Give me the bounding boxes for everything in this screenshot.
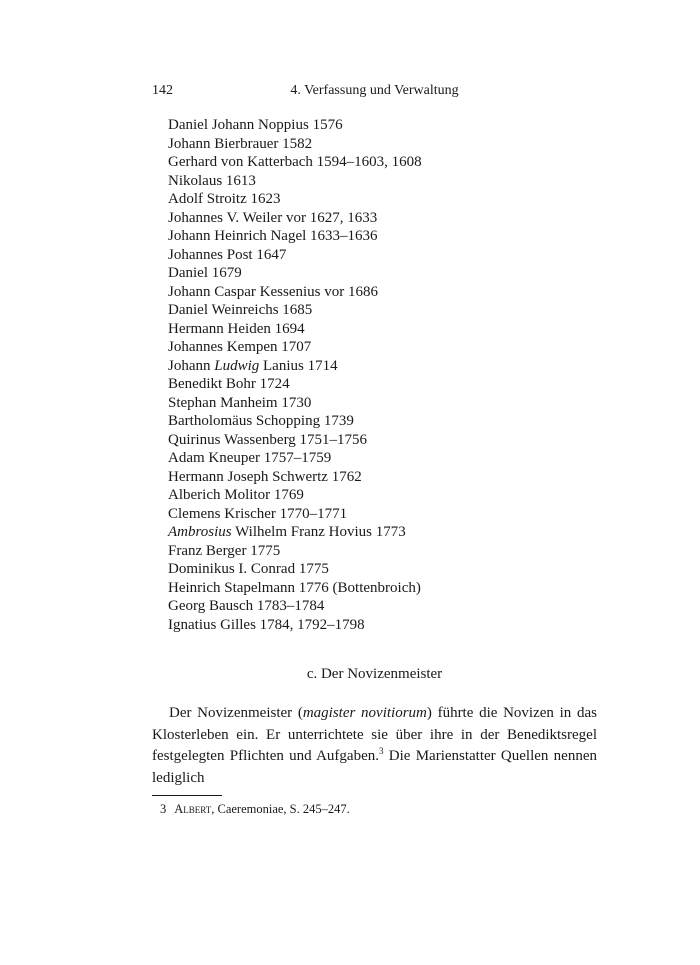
- footnote-reference[interactable]: 3: [379, 746, 384, 756]
- list-item: [168, 597, 588, 616]
- list-item-text: Johann Heinrich Nagel 1633–1636: [168, 228, 378, 244]
- list-item: [168, 486, 588, 505]
- list-item-text: Clemens Krischer 1770–1771: [168, 505, 348, 522]
- list-item-text: Georg Bausch 1783–1784: [168, 598, 325, 614]
- paragraph-text: Die Marienstatter Quellen nennen lediglich: [152, 748, 598, 786]
- footnote: [160, 802, 590, 817]
- list-item-text: Adolf Stroitz 1623: [168, 191, 281, 207]
- list-item-text: Johannes V. Weiler vor 1627, 1633: [168, 209, 378, 226]
- list-item-text: Ignatius Gilles 1784, 1792–1798: [168, 616, 365, 633]
- page-number: 142: [152, 83, 173, 98]
- list-item-text: Alberich Molitor 1769: [168, 487, 304, 503]
- list-item-text: Franz Berger 1775: [168, 542, 281, 559]
- list-item-text: Wilhelm Franz Hovius 1773: [231, 524, 406, 540]
- section-heading: c. Der Novizenmeister: [306, 666, 443, 682]
- list-item-text: Nikolaus 1613: [168, 172, 256, 189]
- footnote-divider: [152, 795, 222, 796]
- paragraph-text: Der Novizenmeister (: [169, 705, 303, 721]
- list-item-italic: Ambrosius: [168, 524, 232, 540]
- list-item-text: Benedikt Bohr 1724: [168, 376, 290, 392]
- list-item-text: Gerhard von Katterbach 1594–1603, 1608: [168, 154, 422, 170]
- list-item-text: Stephan Manheim 1730: [168, 394, 312, 411]
- list-item-text: Johann: [168, 357, 215, 374]
- list-item: [168, 542, 588, 561]
- list-item: [168, 209, 588, 228]
- list-item: [168, 320, 588, 339]
- list-item-text: Heinrich Stapelmann 1776 (Bottenbroich): [168, 579, 421, 596]
- list-item-text: Daniel Johann Noppius 1576: [168, 117, 343, 133]
- list-item: [168, 135, 588, 154]
- list-item: [168, 523, 588, 542]
- list-item: [168, 394, 588, 413]
- page-header: [152, 83, 597, 103]
- list-item-text: Daniel 1679: [168, 265, 242, 281]
- list-item: [168, 190, 588, 209]
- list-item: [168, 246, 588, 265]
- list-item: [168, 357, 588, 376]
- list-item-text: Johannes Post 1647: [168, 246, 287, 263]
- paragraph-italic-term: magister novitiorum: [302, 705, 427, 721]
- list-item-text: Dominikus I. Conrad 1775: [168, 561, 329, 577]
- list-item-italic: Ludwig: [214, 357, 260, 374]
- list-item: [168, 375, 588, 394]
- list-item-text: Johann Bierbrauer 1582: [168, 135, 313, 152]
- list-item: [168, 301, 588, 320]
- body-paragraph: [152, 703, 597, 789]
- list-item-text: Daniel Weinreichs 1685: [168, 302, 313, 318]
- list-item: [168, 338, 588, 357]
- list-item: [168, 560, 588, 579]
- list-item-text: Bartholomäus Schopping 1739: [168, 413, 354, 429]
- footnote-author: Albert: [174, 802, 212, 816]
- list-item-text: Quirinus Wassenberg 1751–1756: [168, 431, 368, 448]
- list-item-text: Johannes Kempen 1707: [168, 339, 312, 355]
- paragraph-text: ) führte die Novizen in das Klosterleben ein. Er unterrichtete sie über ihre in der Benediktsregel festgelegten Pflichten und Aufgaben.: [152, 705, 597, 764]
- list-item: [168, 616, 588, 635]
- list-item: [168, 579, 588, 598]
- list-item: [168, 153, 588, 172]
- list-item: [168, 449, 588, 468]
- list-item: [168, 505, 588, 524]
- running-head: 4. Verfassung und Verwaltung: [290, 83, 459, 98]
- list-item: [168, 431, 588, 450]
- list-item: [168, 116, 588, 135]
- footnote-text: , Caeremoniae, S. 245–247.: [211, 802, 350, 816]
- list-item: [168, 468, 588, 487]
- footnote-number: 3: [160, 802, 167, 816]
- list-item: [168, 227, 588, 246]
- list-item-text: Adam Kneuper 1757–1759: [168, 450, 332, 466]
- list-item: [168, 412, 588, 431]
- list-item-text: Hermann Heiden 1694: [168, 320, 305, 337]
- list-item: [168, 172, 588, 191]
- list-item: [168, 264, 588, 283]
- list-item-text: Hermann Joseph Schwertz 1762: [168, 468, 362, 485]
- list-item-text: Johann Caspar Kessenius vor 1686: [168, 283, 378, 300]
- list-item-text: Lanius 1714: [259, 357, 338, 374]
- name-list: [168, 116, 588, 634]
- list-item: [168, 283, 588, 302]
